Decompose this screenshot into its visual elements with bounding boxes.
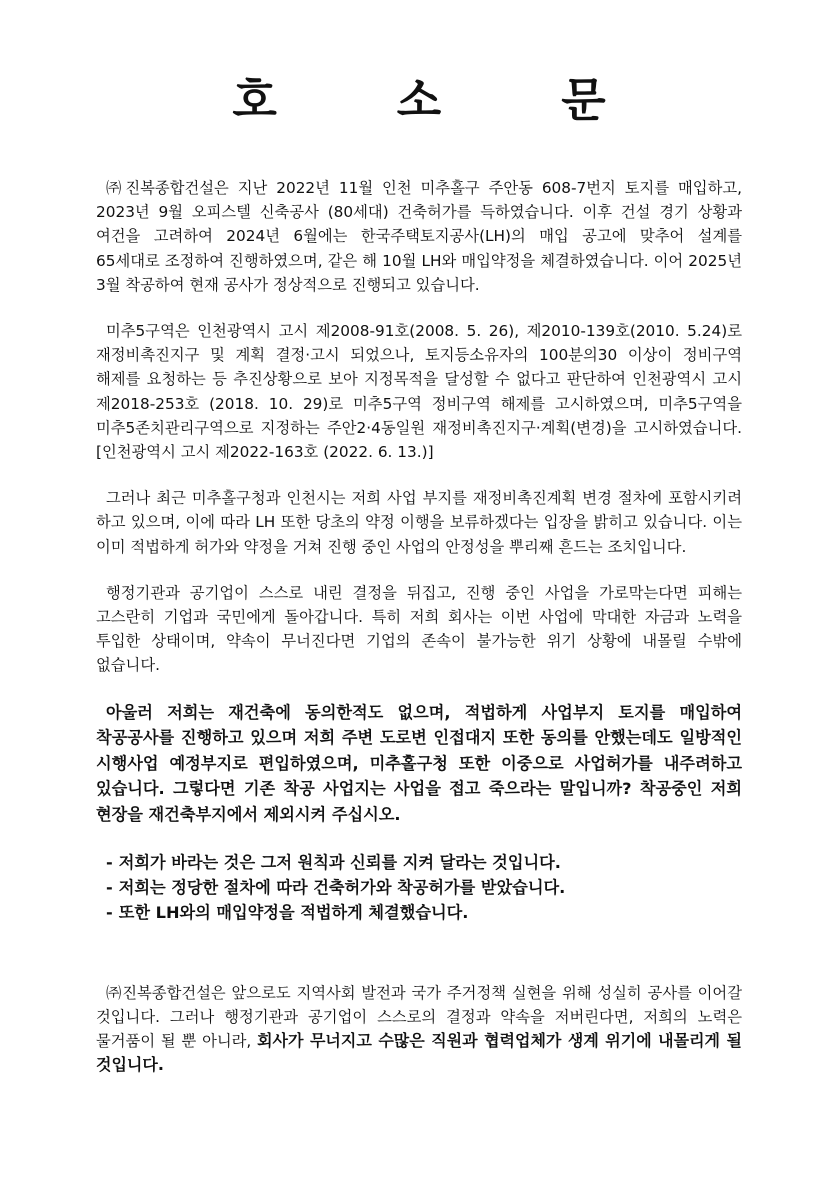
- paragraph-current-issue: 그러나 최근 미추홀구청과 인천시는 저희 사업 부지를 재정비촉진계획 변경 절차에 포함시키려 하고 있으며, 이에 따라 LH 또한 당초의 약정 이행을 보류하겠다는 입장을 밝히고 있습니다. 이는 이미 적법하게 허가와 약정을 거쳐 진행 중인 사업의 안정성을 뿌리째 흔드는 조치입니다.: [96, 489, 742, 556]
- demand-text: 또한 LH와의 매입약정을 적법하게 체결했습니다.: [118, 902, 469, 922]
- document-title: 호 소 문: [232, 73, 658, 127]
- document-page: [96, 72, 742, 1099]
- paragraph-background: ㈜진복종합건설은 지난 2022년 11월 인천 미추홀구 주안동 608-7번지 토지를 매입하고, 2023년 9월 오피스텔 신축공사 (80세대) 건축허가를 득하였습니다. 이후 건설 경기 상황과 여건을 고려하여 2024년 6월에는 한국주택토지공사(LH)의 매입 공고에 맞추어 설계를 65세대로 조정하여 진행하였으며, 같은 해 10월 LH와 매입약정을 체결하였습니다. 이어 2025년 3월 착공하여 현재 공사가 정상적으로 진행되고 있습니다.: [96, 179, 742, 294]
- demand-text: 저희가 바라는 것은 그저 원칙과 신뢰를 지켜 달라는 것입니다.: [118, 852, 561, 872]
- paragraph-appeal: 아울러 저희는 재건축에 동의한적도 없으며, 적법하게 사업부지 토지를 매입하여 착공공사를 진행하고 있으며 저희 주변 도로변 인접대지 또한 동의를 안했는데도 일방적인 시행사업 예정부지로 편입하였으며, 미추홀구청 또한 이중으로 사업허가를 내주려하고 있습니다. 그렇다면 기존 착공 사업지는 사업을 접고 죽으라는 말입니까? 착공중인 저희 현장을 재건축부지에서 제외시켜 주십시오.: [96, 702, 742, 825]
- bullet-marker: -: [106, 852, 113, 872]
- closing-text: ㈜진복종합건설은 앞으로도 지역사회 발전과 국가 주거정책 실현을 위해 성실히 공사를 이어갈 것입니다. 그러나 행정기관과 공기업이 스스로의 결정과 약속을 저버린다면, 저희의 노력은 물거품이 될 뿐 아니라,: [96, 983, 742, 1051]
- bullet-marker: -: [106, 877, 113, 897]
- closing-emphasis: 회사가 무너지고 수많은 직원과 협력업체가 생계 위기에 내몰리게 될 것입니다.: [96, 1031, 742, 1075]
- demand-text: 저희는 정당한 절차에 따라 건축허가와 착공허가를 받았습니다.: [118, 877, 566, 897]
- bullet-marker: -: [106, 902, 113, 922]
- list-item: [106, 900, 742, 925]
- paragraph-closing: [96, 981, 742, 1078]
- paragraph-district-history: 미추5구역은 인천광역시 고시 제2008-91호(2008. 5. 26), 제2010-139호(2010. 5.24)로 재정비촉진지구 및 계획 결정·고시 되었으나, 토지등소유자의 100분의30 이상이 정비구역 해제를 요청하는 등 추진상황으로 보아 지정목적을 달성할 수 없다고 판단하여 인천광역시 고시 제2018-253호 (2018. 10. 29)로 미추5구역 정비구역 해제를 고시하였으며, 미추5구역을 미추5존치관리구역으로 지정하는 주안2·4동일원 재정비촉진지구·계획(변경)을 고시하였습니다. [인천광역시 고시 제2022-163호 (2022. 6. 13.)]: [96, 322, 742, 462]
- demands-list: [96, 850, 742, 925]
- list-item: [106, 850, 742, 875]
- paragraph-damage: 행정기관과 공기업이 스스로 내린 결정을 뒤집고, 진행 중인 사업을 가로막는다면 피해는 고스란히 기업과 국민에게 돌아갑니다. 특히 저희 회사는 이번 사업에 막대한 자금과 노력을 투입한 상태이며, 약속이 무너진다면 기업의 존속이 불가능한 위기 상황에 내몰릴 수밖에 없습니다.: [96, 583, 742, 675]
- list-item: [106, 875, 742, 900]
